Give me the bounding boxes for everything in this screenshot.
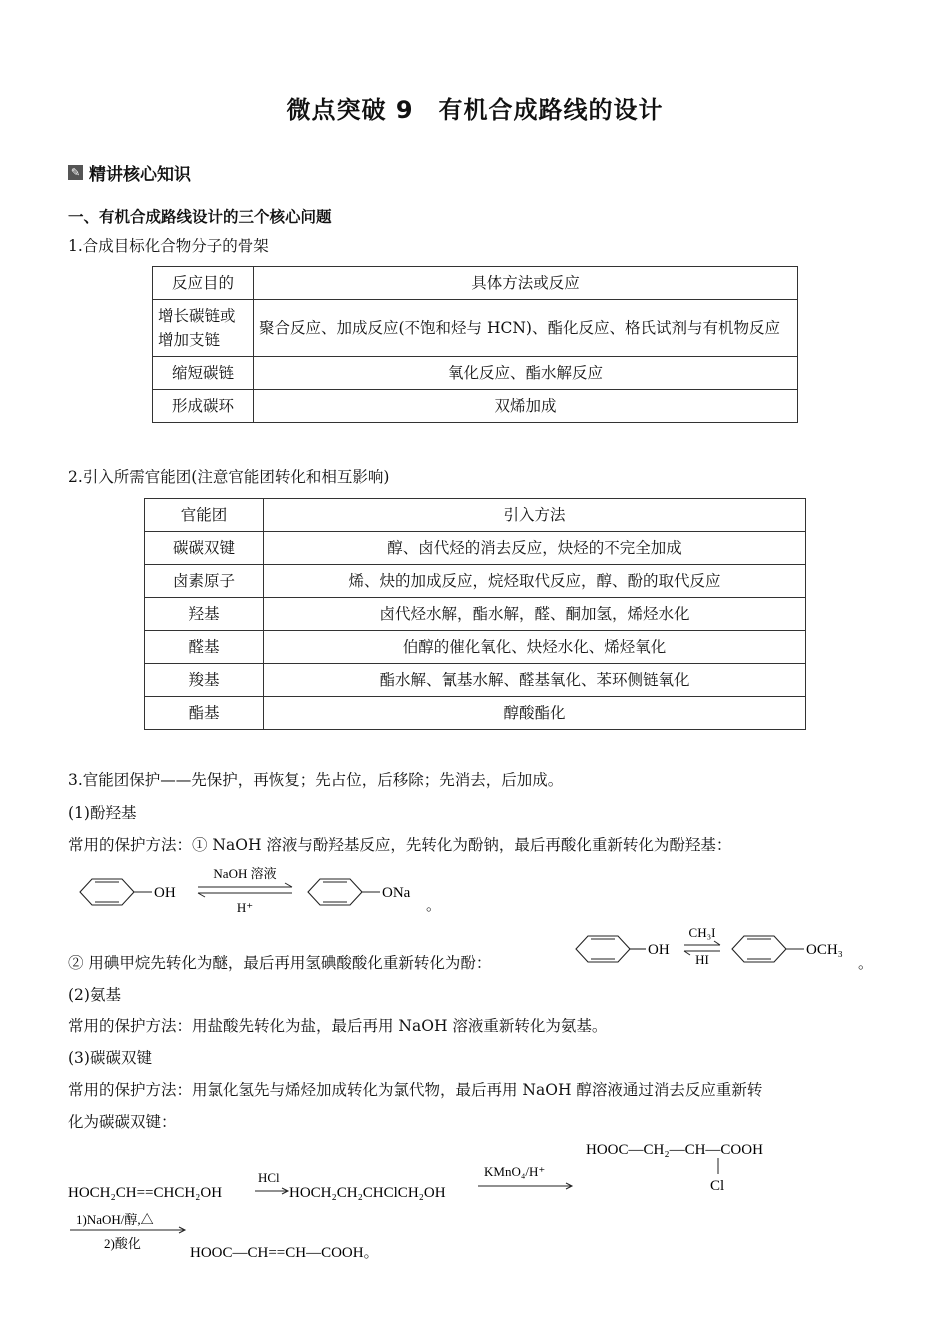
table-cell: 羟基 (145, 598, 264, 631)
section-header (68, 160, 191, 185)
phenol-group: OH (648, 942, 670, 958)
table-cell: 形成碳环 (153, 390, 254, 423)
skeleton-table (152, 266, 798, 423)
table-row (145, 631, 806, 664)
table-cell: 烯、炔的加成反应，烷烃取代反应，醇、酚的取代反应 (264, 565, 806, 598)
table-cell: 醛基 (145, 631, 264, 664)
reagent-top: CH₃I (688, 925, 716, 940)
reagent-2: KMnO₄/H⁺ (484, 1164, 546, 1179)
table-header-row (153, 267, 798, 300)
alkene-title: (3)碳碳双键 (68, 1049, 152, 1067)
phenoxide-group: ONa (382, 885, 411, 901)
table-header-cell: 引入方法 (264, 499, 806, 532)
table-cell: 碳碳双键 (145, 532, 264, 565)
item2-heading: 2.引入所需官能团(注意官能团转化和相互影响) (68, 468, 390, 486)
reagent-3-top: 1)NaOH/醇,△ (76, 1212, 154, 1227)
phenol-title: (1)酚羟基 (68, 804, 137, 822)
benzene-ring-icon (732, 936, 804, 962)
item1-heading: 1.合成目标化合物分子的骨架 (68, 237, 269, 255)
table-header-cell: 具体方法或反应 (254, 267, 798, 300)
table-cell: 卤素原子 (145, 565, 264, 598)
substance-4: HOOC—CH==CH—COOH。 (190, 1245, 379, 1261)
table-cell: 醇酸酯化 (264, 697, 806, 730)
benzene-ring-icon (80, 879, 152, 905)
phenol-group: OH (154, 885, 176, 901)
alkene-method-line1: 常用的保护方法：用氯化氢先与烯烃加成转化为氯代物，最后再用 NaOH 醇溶液通过消去反应重新转 (68, 1081, 763, 1099)
table-cell: 缩短碳链 (153, 357, 254, 390)
table-cell: 羧基 (145, 664, 264, 697)
table-header-cell: 反应目的 (153, 267, 254, 300)
table-row (153, 357, 798, 390)
phenol-ether-equation (570, 920, 880, 976)
item3-heading: 3.官能团保护——先保护，再恢复；先占位，后移除；先消去，后加成。 (68, 771, 564, 789)
pencil-icon: ✎ (68, 165, 83, 180)
phenol-method-1: 常用的保护方法：① NaOH 溶液与酚羟基反应，先转化为酚钠，最后再酸化重新转化为酚羟基： (68, 836, 732, 854)
table-header-row (145, 499, 806, 532)
equilibrium-arrow-icon (198, 883, 292, 897)
table-row (153, 300, 798, 357)
benzene-ring-icon (576, 936, 646, 962)
table-cell: 聚合反应、加成反应(不饱和烃与 HCN)、酯化反应、格氏试剂与有机物反应 (254, 300, 798, 357)
benzene-ring-icon (308, 879, 380, 905)
table-row (145, 565, 806, 598)
table-row (145, 598, 806, 631)
table-cell: 增长碳链或增加支链 (153, 300, 254, 357)
page-title: 微点突破 9 有机合成路线的设计 (286, 96, 664, 124)
reagent-bottom: HI (695, 952, 709, 967)
period: 。 (426, 898, 442, 914)
substance-2: HOCH₂CH₂CHClCH₂OH (289, 1185, 446, 1201)
table-row (145, 664, 806, 697)
table-cell: 卤代烃水解，酯水解，醛、酮加氢，烯烃水化 (264, 598, 806, 631)
amino-title: (2)氨基 (68, 986, 121, 1004)
table-header-cell: 官能团 (145, 499, 264, 532)
reagent-bottom: H⁺ (236, 900, 254, 915)
table-row (145, 697, 806, 730)
reagent-3-bottom: 2)酸化 (104, 1236, 141, 1251)
table-cell: 伯醇的催化氧化、炔烃水化、烯烃氧化 (264, 631, 806, 664)
alkene-method-line2: 化为碳碳双键： (68, 1113, 177, 1131)
table-cell: 酯水解、氰基水解、醛基氧化、苯环侧链氧化 (264, 664, 806, 697)
substance-3: HOOC—CH₂—CH—COOH (586, 1142, 763, 1158)
phenol-sodium-equation (70, 862, 450, 916)
substance-1: HOCH₂CH==CHCH₂OH (68, 1185, 223, 1201)
section-one-heading: 一、有机合成路线设计的三个核心问题 (68, 208, 332, 226)
amino-method: 常用的保护方法：用盐酸先转化为盐，最后再用 NaOH 溶液重新转化为氨基。 (68, 1017, 608, 1035)
phenol-method-2: ② 用碘甲烷先转化为醚，最后再用氢碘酸酸化重新转化为酚： (68, 954, 492, 972)
table-cell: 氧化反应、酯水解反应 (254, 357, 798, 390)
reagent-top: NaOH 溶液 (213, 866, 277, 881)
alkene-protection-scheme (60, 1130, 840, 1270)
table-cell: 醇、卤代烃的消去反应，炔烃的不完全加成 (264, 532, 806, 565)
reagent-1: HCl (258, 1170, 280, 1185)
functional-group-table (144, 498, 806, 730)
period: 。 (858, 956, 874, 972)
substance-3-substituent: Cl (710, 1178, 725, 1194)
table-cell: 酯基 (145, 697, 264, 730)
section-header-label: 精讲核心知识 (89, 165, 191, 185)
methoxy-group: OCH₃ (806, 942, 843, 958)
table-cell: 双烯加成 (254, 390, 798, 423)
table-row (145, 532, 806, 565)
table-row (153, 390, 798, 423)
